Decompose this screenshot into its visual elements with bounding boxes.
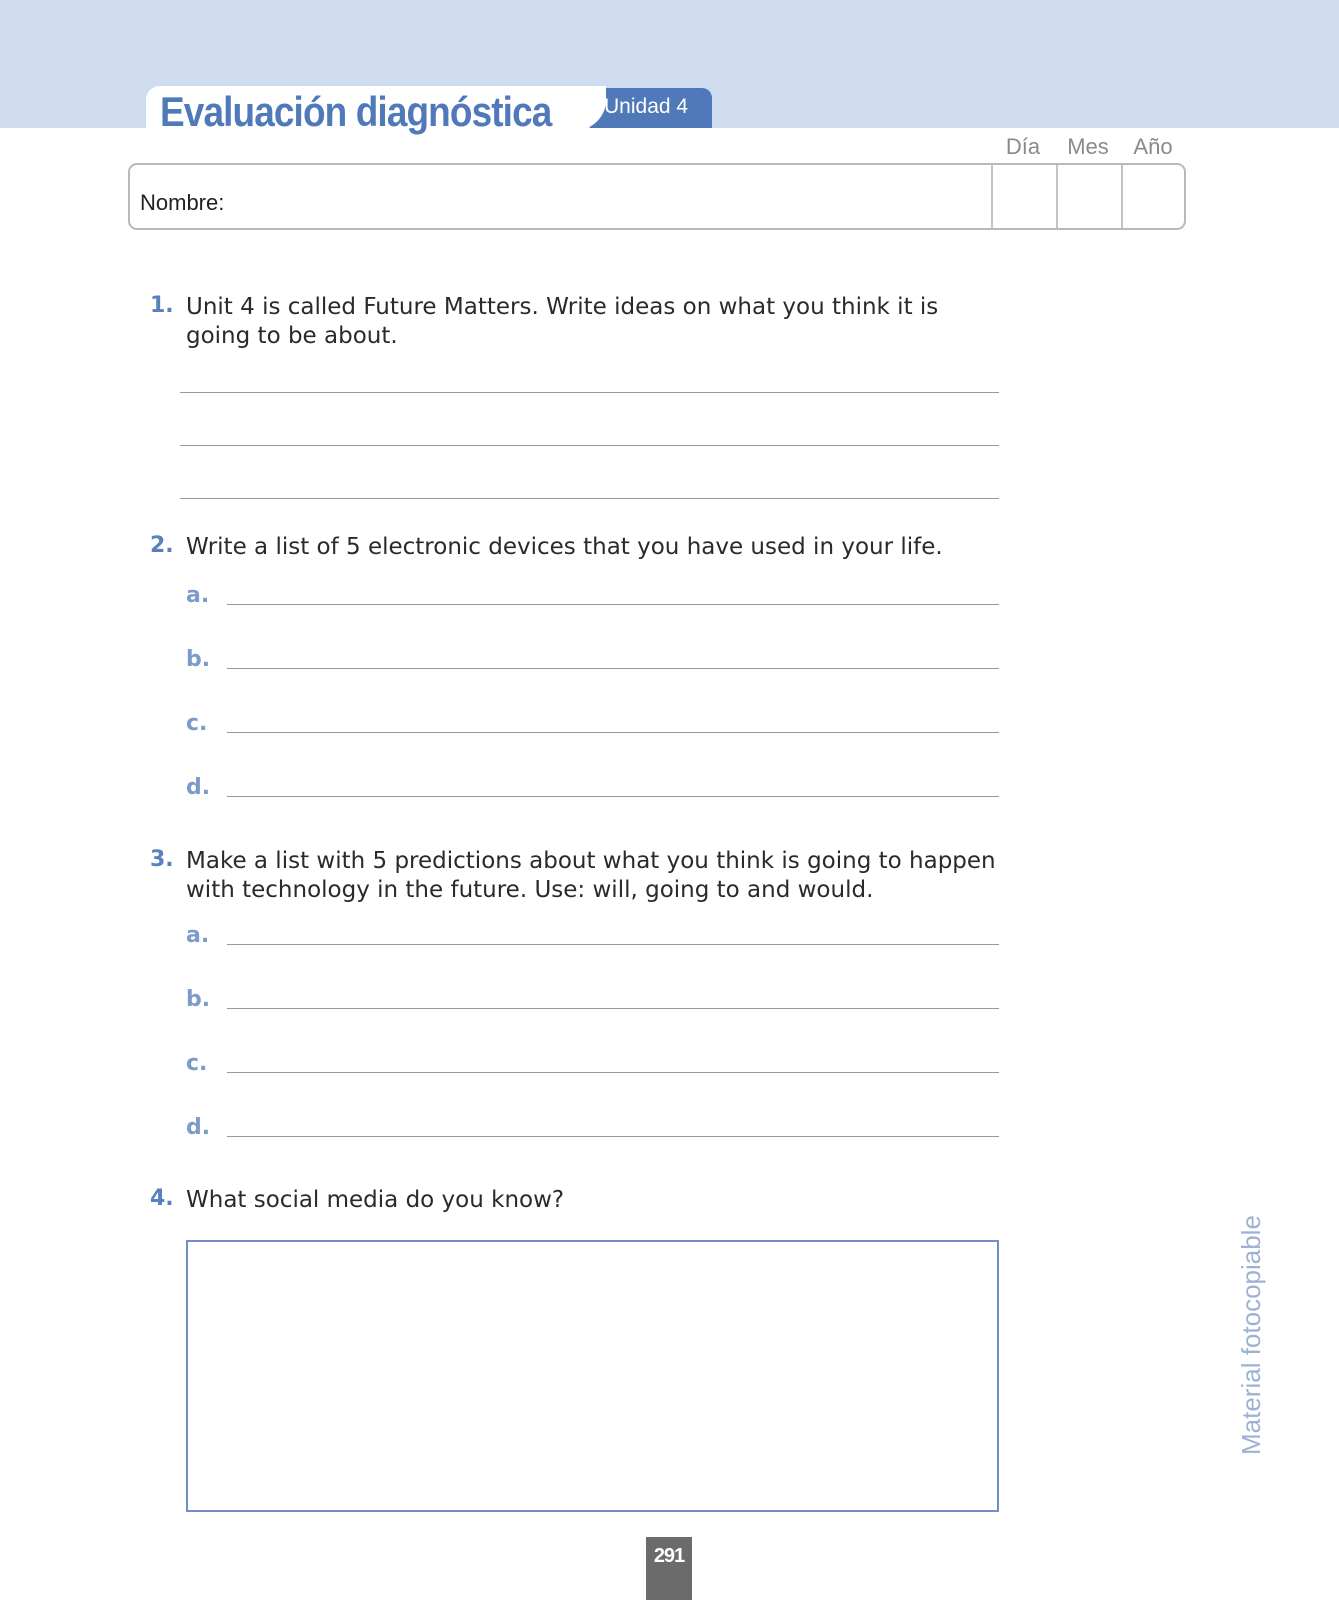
answer-line[interactable] <box>227 1136 999 1137</box>
name-label: Nombre: <box>140 190 225 215</box>
answer-line[interactable] <box>227 1008 999 1009</box>
question-text: Write a list of 5 electronic devices that you have used in your life. <box>186 534 943 560</box>
date-divider <box>991 165 993 228</box>
year-label: Año <box>1133 134 1173 159</box>
name-date-box <box>128 163 1186 230</box>
day-label: Día <box>1005 134 1041 159</box>
answer-box[interactable] <box>186 1240 999 1512</box>
question-text: Unit 4 is called Future Matters. Write ideas on what you think it is going to be about. <box>186 294 939 349</box>
page-number: 291 <box>653 1545 685 1567</box>
item-letter: d. <box>186 775 211 800</box>
answer-line[interactable] <box>227 604 999 605</box>
answer-line[interactable] <box>180 392 999 393</box>
unit-label: Unidad 4 <box>604 95 689 118</box>
question-text: Make a list with 5 predictions about what you think is going to happen with technology in the future. Use: will, going to and would. <box>186 848 996 903</box>
answer-line[interactable] <box>227 732 999 733</box>
item-letter: a. <box>186 923 210 948</box>
item-letter: b. <box>186 647 211 672</box>
page-title: Evaluación diagnóstica <box>160 88 552 135</box>
answer-line[interactable] <box>227 796 999 797</box>
date-divider <box>1121 165 1123 228</box>
answer-line[interactable] <box>227 1072 999 1073</box>
photocopy-note: Material fotocopiable <box>1236 1215 1266 1455</box>
answer-line[interactable] <box>180 445 999 446</box>
question-number: 3. <box>150 847 174 872</box>
item-letter: d. <box>186 1115 211 1140</box>
item-letter: c. <box>186 711 208 736</box>
date-divider <box>1056 165 1058 228</box>
question-number: 2. <box>150 533 174 558</box>
item-letter: b. <box>186 987 211 1012</box>
answer-line[interactable] <box>227 944 999 945</box>
question-number: 1. <box>150 293 174 318</box>
answer-line[interactable] <box>180 498 999 499</box>
question-number: 4. <box>150 1186 174 1211</box>
month-label: Mes <box>1067 134 1109 159</box>
item-letter: a. <box>186 583 210 608</box>
answer-line[interactable] <box>227 668 999 669</box>
question-text: What social media do you know? <box>186 1187 565 1213</box>
item-letter: c. <box>186 1051 208 1076</box>
